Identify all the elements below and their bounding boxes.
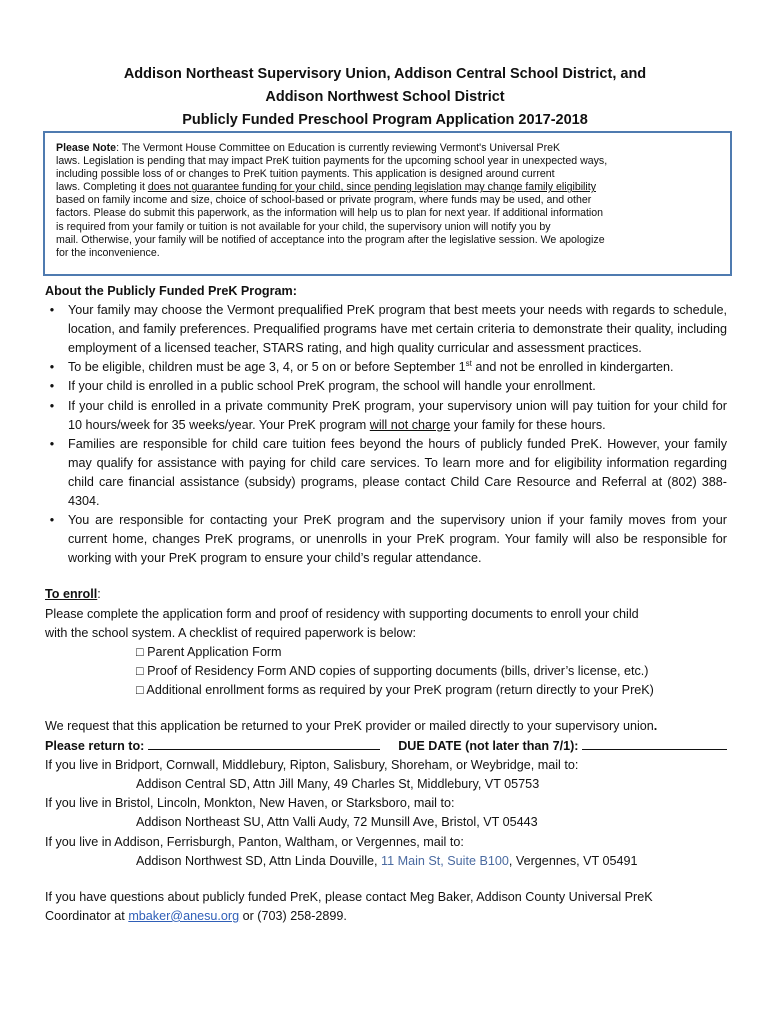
mail-condition-3: If you live in Addison, Ferrisburgh, Panton, Waltham, or Vergennes, mail to: <box>45 834 464 849</box>
title-line-1: Addison Northeast Supervisory Union, Addison Central School District, and <box>123 66 647 82</box>
list-item: • If your child is enrolled in a private community PreK program, your supervisory union will pay tuition for your child for 10 hours/week for 35 weeks/year. Your PreK program will not charge your family for these hours. <box>45 397 727 435</box>
checklist-item: □ Parent Application Form <box>136 644 282 659</box>
contact-line-2: Coordinator at mbaker@anesu.org or (703) 258-2899. <box>45 908 347 923</box>
note-line-3: including possible loss of or changes to PreK tuition payments. This application is designed around current <box>56 168 555 181</box>
contact-line-1: If you have questions about publicly funded PreK, please contact Meg Baker, Addison County Universal PreK <box>45 889 653 904</box>
return-request: We request that this application be returned to your PreK provider or mailed directly to your supervisory union. <box>45 718 658 733</box>
due-date-field[interactable] <box>582 736 727 750</box>
return-to-field[interactable] <box>148 736 380 750</box>
mail-address-1: Addison Central SD, Attn Jill Many, 49 Charles St, Middlebury, VT 05753 <box>136 777 540 792</box>
return-row <box>45 736 727 756</box>
about-heading: About the Publicly Funded PreK Program: <box>45 284 297 298</box>
checkbox-icon: □ <box>136 644 144 659</box>
list-item: • To be eligible, children must be age 3, 4, or 5 on or before September 1st and not be enrolled in kindergarten. <box>45 358 727 377</box>
enroll-heading: To enroll: <box>45 587 101 602</box>
note-line-7: is required from your family or tuition is not available for your child, the supervisory union will notify you by <box>56 220 551 233</box>
email-link[interactable]: mbaker@anesu.org <box>128 908 240 923</box>
list-item: • Families are responsible for child care tuition fees beyond the hours of publicly funded PreK. However, your family may qualify for assistance with paying for child care services. To learn more and for eligibility information regarding child care financial assistance (subsidy) programs, please contact Child Care Resource and Referral at (802) 388-4304. <box>45 435 727 511</box>
note-label: Please Note <box>56 142 117 154</box>
title-line-2: Addison Northwest School District <box>265 89 505 105</box>
bullet-icon: • <box>49 360 55 375</box>
note-line-2: laws. Legislation is pending that may impact PreK tuition payments for the upcoming school year in unexpected ways, <box>56 155 608 168</box>
enroll-text-2: with the school system. A checklist of required paperwork is below: <box>45 625 416 640</box>
list-item: • Your family may choose the Vermont prequalified PreK program that best meets your needs with regards to schedule, location, and family preferences. Prequalified programs have met certain criteria to demonstrate their quality, including employment of a licensed teacher, STARS rating, and high quality curricular and assessment practices. <box>45 301 727 358</box>
note-line-9: for the inconvenience. <box>56 246 160 259</box>
note-line-1: Please Note: The Vermont House Committee on Education is currently reviewing Vermont's Universal PreK <box>56 142 561 154</box>
checklist-item: □ Proof of Residency Form AND copies of supporting documents (bills, driver’s license, etc.) <box>136 663 649 678</box>
main-body <box>45 282 727 926</box>
list-item: • If your child is enrolled in a public school PreK program, the school will handle your enrollment. <box>45 377 727 396</box>
mail-condition-1: If you live in Bridport, Cornwall, Middlebury, Ripton, Salisbury, Shoreham, or Weybridge, mail to: <box>45 758 579 773</box>
bullet-icon: • <box>49 436 55 451</box>
mail-address-3: Addison Northwest SD, Attn Linda Douville, 11 Main St, Suite B100, Vergennes, VT 05491 <box>136 853 638 868</box>
return-to-label: Please return to: <box>45 739 145 754</box>
note-line-8: mail. Otherwise, your family will be notified of acceptance into the program after the legislative session. We apologize <box>56 233 605 246</box>
enroll-text-1: Please complete the application form and proof of residency with supporting documents to enroll your child <box>45 606 639 621</box>
note-box <box>43 131 732 276</box>
due-date-label: DUE DATE (not later than 7/1): <box>398 739 579 754</box>
mail-condition-2: If you live in Bristol, Lincoln, Monkton, New Haven, or Starksboro, mail to: <box>45 796 455 811</box>
note-underlined-text: does not guarantee funding for your child, since pending legislation may change family eligibility <box>147 181 597 194</box>
note-line-4: laws. Completing it does not guarantee funding for your child, since pending legislation may change family eligibility <box>56 181 597 194</box>
checkbox-icon: □ <box>136 663 144 678</box>
bullet-icon: • <box>49 398 55 413</box>
checkbox-icon: □ <box>136 682 144 697</box>
note-line-5: based on family income and size, choice of school-based or private program, where funds may be used, and other <box>56 194 592 207</box>
note-line-6: factors. Please do submit this paperwork, as the information will help us to plan for next year. If additional information <box>56 207 604 220</box>
bullet-icon: • <box>49 379 55 394</box>
about-list <box>45 301 727 568</box>
list-item: • You are responsible for contacting your PreK program and the supervisory union if your family moves from your current home, changes PreK programs, or unenrolls in your PreK program. Your family will also be responsible for working with your PreK program to ensure your child’s regular attendance. <box>45 511 727 568</box>
bullet-icon: • <box>49 303 55 318</box>
checklist-item: □ Additional enrollment forms as required by your PreK program (return directly to your PreK) <box>136 682 654 697</box>
title-line-3: Publicly Funded Preschool Program Application 2017-2018 <box>182 112 588 128</box>
mail-address-2: Addison Northeast SU, Attn Valli Audy, 72 Munsill Ave, Bristol, VT 05443 <box>136 815 538 830</box>
bullet-icon: • <box>49 513 55 528</box>
